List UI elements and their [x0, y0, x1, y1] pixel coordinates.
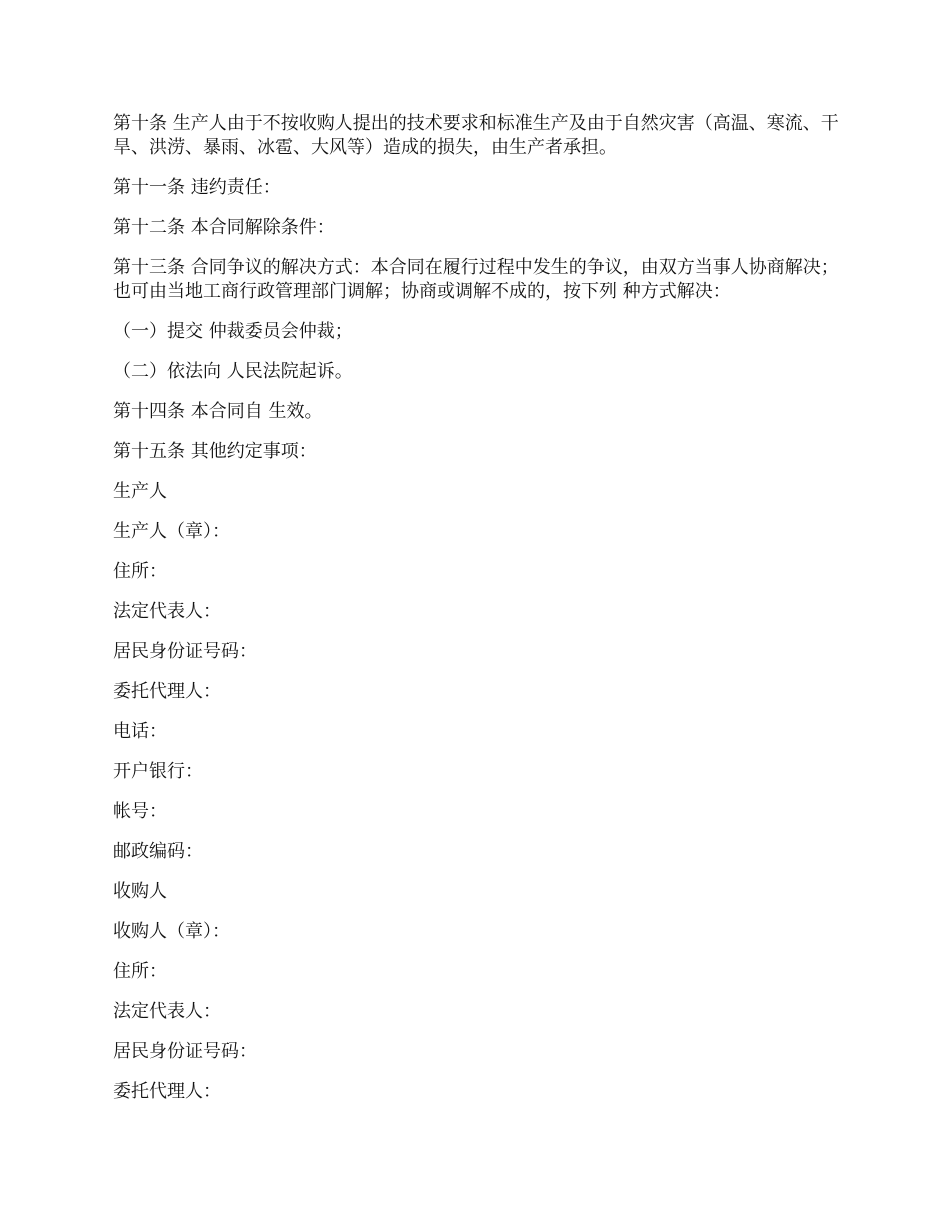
producer-id-number-field: 居民身份证号码： — [113, 641, 257, 662]
dispute-option-1: （一）提交 仲裁委员会仲裁； — [113, 321, 353, 342]
purchaser-id-number-field: 居民身份证号码： — [113, 1041, 257, 1062]
producer-bank-field: 开户银行： — [113, 761, 203, 782]
clause-13: 第十三条 合同争议的解决方式：本合同在履行过程中发生的争议，由双方当事人协商解决；也可由当地工商行政管理部门调解；协商或调解不成的，按下列 种方式解决： — [113, 257, 839, 302]
clause-10: 第十条 生产人由于不按收购人提出的技术要求和标准生产及由于自然灾害（高温、寒流、干旱、洪涝、暴雨、冰雹、大风等）造成的损失，由生产者承担。 — [113, 113, 839, 158]
clause-11: 第十一条 违约责任： — [113, 177, 281, 198]
producer-address-field: 住所： — [113, 561, 167, 582]
clause-14: 第十四条 本合同自 生效。 — [113, 401, 323, 422]
producer-legal-rep-field: 法定代表人： — [113, 601, 221, 622]
purchaser-address-field: 住所： — [113, 961, 167, 982]
producer-account-field: 帐号： — [113, 801, 167, 822]
clause-12: 第十二条 本合同解除条件： — [113, 217, 335, 238]
dispute-option-2: （二）依法向 人民法院起诉。 — [113, 361, 353, 382]
producer-heading: 生产人 — [113, 481, 167, 502]
producer-agent-field: 委托代理人： — [113, 681, 221, 702]
producer-seal-field: 生产人（章）： — [113, 521, 230, 542]
clause-15: 第十五条 其他约定事项： — [113, 441, 317, 462]
purchaser-seal-field: 收购人（章）： — [113, 921, 230, 942]
producer-phone-field: 电话： — [113, 721, 167, 742]
purchaser-agent-field: 委托代理人： — [113, 1081, 221, 1102]
producer-postcode-field: 邮政编码： — [113, 841, 203, 862]
document-page — [113, 112, 843, 1120]
purchaser-heading: 收购人 — [113, 881, 167, 902]
purchaser-legal-rep-field: 法定代表人： — [113, 1001, 221, 1022]
